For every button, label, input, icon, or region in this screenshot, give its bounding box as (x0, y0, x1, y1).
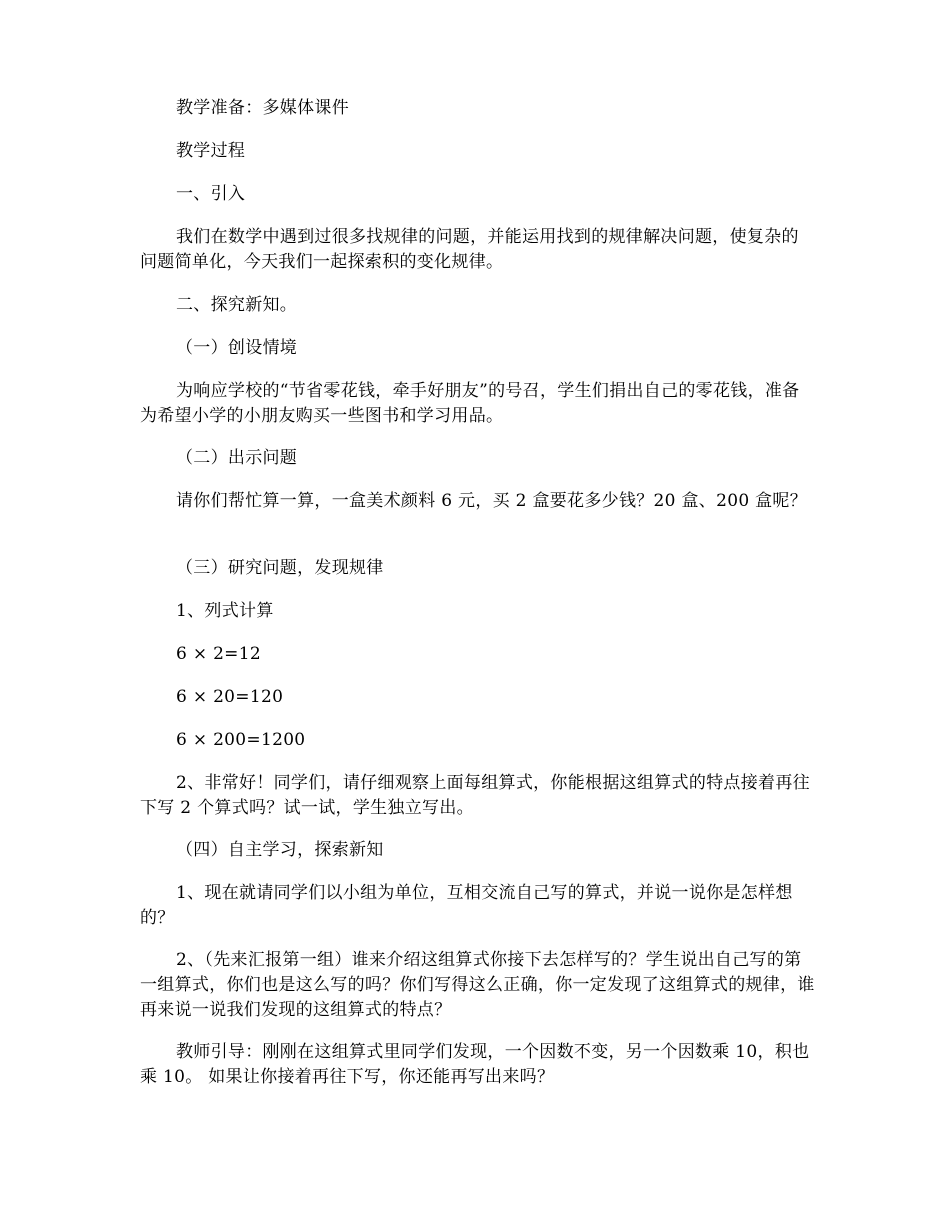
step-heading-calc: 1、列式计算 (176, 601, 274, 621)
teaching-process-heading: 教学过程 (176, 141, 246, 161)
problem-paragraph: 请你们帮忙算一算，一盒美术颜料 6 元，买 2 盒要花多少钱？20 盒、200 盒呢？ (176, 491, 808, 511)
teacher-guidance-paragraph: 教师引导：刚刚在这组算式里同学们发现，一个因数不变，另一个因数乘 10，积也乘 10。 如果让你接着再往下写，你还能再写出来吗？ (140, 1042, 810, 1087)
report-paragraph: 2、（先来汇报第一组）谁来介绍这组算式你接下去怎样写的？学生说出自己写的第一组算式，你们也是这么写的吗？你们写得这么正确，你一定发现了这组算式的规律，谁再来说一说我们发现的这组算式的特点？ (140, 950, 815, 1020)
equation-line-1: 6 × 2=12 (176, 644, 261, 664)
subsection-heading-1: （一）创设情境 (176, 338, 298, 358)
scenario-paragraph: 为响应学校的“节省零花钱，牵手好朋友”的号召，学生们捐出自己的零花钱，准备为希望小学的小朋友购买一些图书和学习用品。 (140, 381, 800, 426)
subsection-heading-4: （四）自主学习，探索新知 (176, 840, 384, 860)
section-heading-intro: 一、引入 (176, 184, 246, 204)
teaching-preparation: 教学准备：多媒体课件 (176, 98, 349, 118)
equation-line-2: 6 × 20=120 (176, 687, 284, 707)
intro-paragraph: 我们在数学中遇到过很多找规律的问题，并能运用找到的规律解决问题，使复杂的问题简单化，今天我们一起探索积的变化规律。 (140, 227, 799, 272)
observation-paragraph: 2、非常好！同学们，请仔细观察上面每组算式，你能根据这组算式的特点接着再往下写 2 个算式吗？试一试，学生独立写出。 (140, 773, 810, 818)
subsection-heading-2: （二）出示问题 (176, 448, 298, 468)
equation-line-3: 6 × 200=1200 (176, 730, 306, 750)
group-discussion-paragraph: 1、现在就请同学们以小组为单位，互相交流自己写的算式，并说一说你是怎样想的？ (140, 883, 793, 928)
subsection-heading-3: （三）研究问题，发现规律 (176, 558, 384, 578)
section-heading-explore: 二、探究新知。 (176, 295, 298, 315)
